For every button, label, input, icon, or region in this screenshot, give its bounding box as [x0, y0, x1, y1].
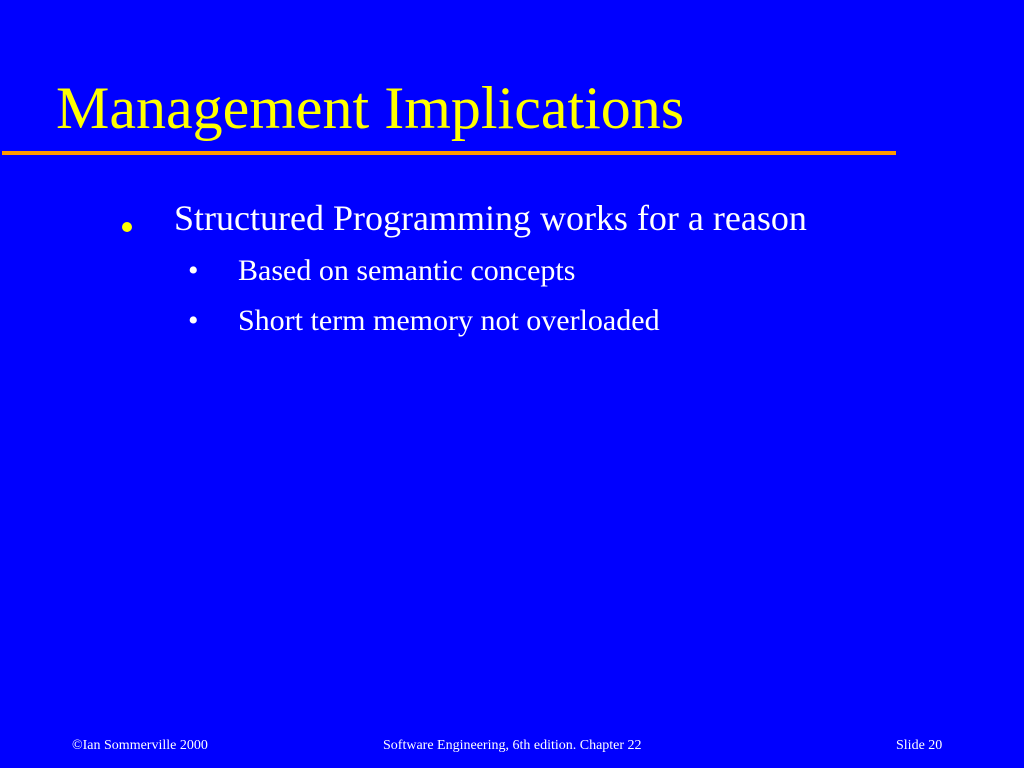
- bullet-text: Structured Programming works for a reason: [174, 198, 807, 238]
- footer-slide-number: Slide 20: [896, 738, 943, 753]
- slide-title: Management Implications: [56, 75, 685, 141]
- sub-bullet-text: Short term memory not overloaded: [238, 304, 660, 337]
- sub-bullet-text: Based on semantic concepts: [238, 254, 576, 287]
- bullet-dot-icon: [122, 222, 132, 232]
- sub-bullet-mark: •: [188, 304, 199, 337]
- title-underline: [2, 151, 896, 155]
- footer-copyright: ©Ian Sommerville 2000: [72, 738, 208, 753]
- footer-book-title: Software Engineering, 6th edition. Chapter 22: [383, 738, 642, 753]
- sub-bullet-mark: •: [188, 254, 199, 287]
